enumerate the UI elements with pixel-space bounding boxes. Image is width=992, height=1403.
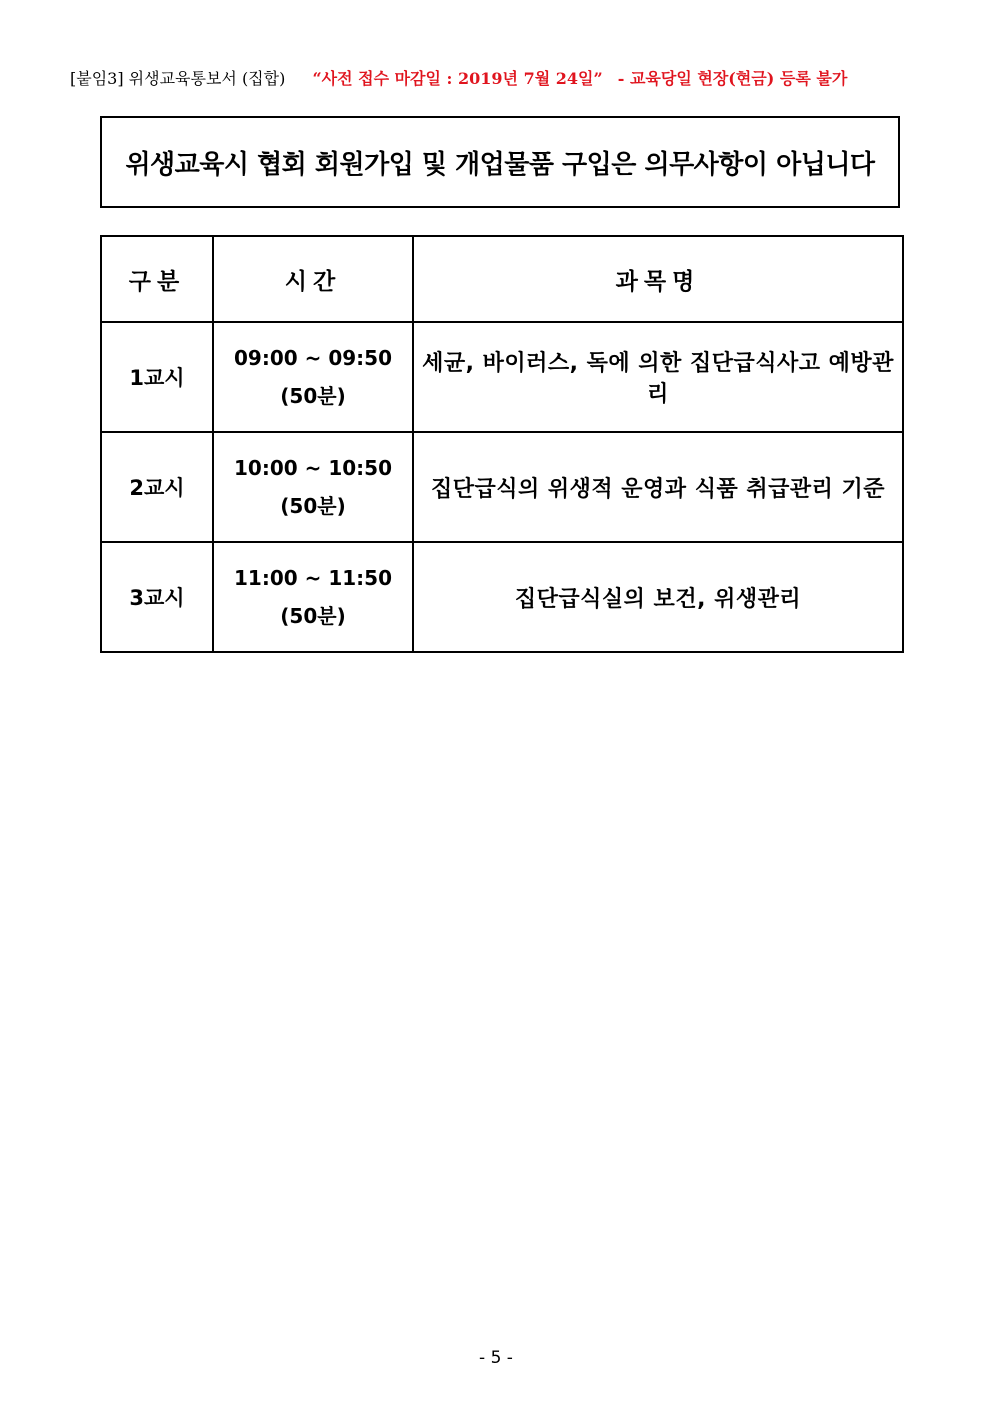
membership-notice-text: 위생교육시 협회 회원가입 및 개업물품 구입은 의무사항이 아닙니다: [125, 149, 875, 180]
header-subject: 과목명: [413, 236, 903, 322]
attachment-label: [붙임3] 위생교육통보서 (집합): [70, 69, 286, 88]
table-row: [101, 322, 903, 432]
time-duration: (50분): [280, 384, 346, 408]
subject-cell: 세균, 바이러스, 독에 의한 집단급식사고 예방관리: [413, 322, 903, 432]
period-cell: 1교시: [101, 322, 213, 432]
time-range: 09:00 ~ 09:50: [233, 346, 392, 370]
document-header: [70, 66, 930, 92]
subject-cell: 집단급식실의 보건, 위생관리: [413, 542, 903, 652]
subject-cell: 집단급식의 위생적 운영과 식품 취급관리 기준: [413, 432, 903, 542]
period-cell: 3교시: [101, 542, 213, 652]
time-cell: [213, 322, 413, 432]
deadline-notice: “사전 접수 마감일 : 2019년 7월 24일”: [312, 69, 603, 88]
time-range: 11:00 ~ 11:50: [233, 566, 392, 590]
time-cell: [213, 432, 413, 542]
header-period: 구분: [101, 236, 213, 322]
onsite-registration-note: - 교육당일 현장(현금) 등록 불가: [617, 69, 848, 88]
header-time: 시간: [213, 236, 413, 322]
time-range: 10:00 ~ 10:50: [233, 456, 392, 480]
membership-notice-box: [100, 116, 900, 208]
table-row: [101, 432, 903, 542]
table-row: [101, 542, 903, 652]
time-duration: (50분): [280, 604, 346, 628]
time-cell: [213, 542, 413, 652]
table-header-row: [101, 236, 903, 322]
page-number: - 5 -: [479, 1348, 513, 1368]
time-duration: (50분): [280, 494, 346, 518]
period-cell: 2교시: [101, 432, 213, 542]
education-schedule-table: [100, 235, 904, 653]
